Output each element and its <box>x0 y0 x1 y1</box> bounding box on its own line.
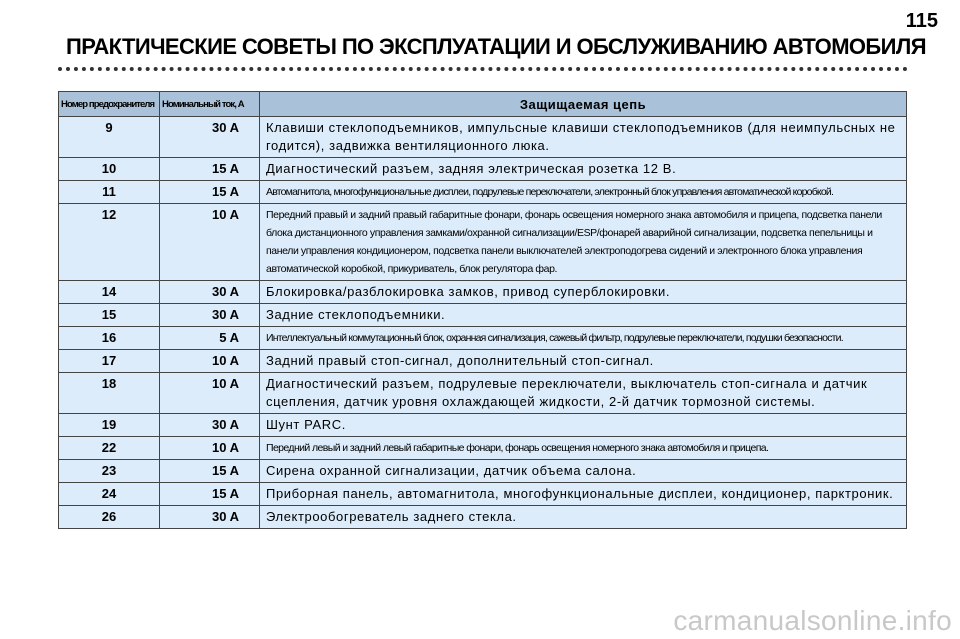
circuit-description: Автомагнитола, многофункциональные дисплеи, подрулевые переключатели, электронный блок управления автоматической коробкой. <box>260 181 907 204</box>
dotted-divider <box>58 67 908 71</box>
header-protected-circuit: Защищаемая цепь <box>260 92 907 117</box>
fuse-number: 16 <box>59 327 160 350</box>
rated-current: 10 A <box>160 437 260 460</box>
fuse-number: 24 <box>59 483 160 506</box>
circuit-description: Задний правый стоп-сигнал, дополнительный стоп-сигнал. <box>260 350 907 373</box>
rated-current: 30 A <box>160 281 260 304</box>
page-title: ПРАКТИЧЕСКИЕ СОВЕТЫ ПО ЭКСПЛУАТАЦИИ И ОБСЛУЖИВАНИЮ АВТОМОБИЛЯ <box>66 34 926 59</box>
circuit-description: Задние стеклоподъемники. <box>260 304 907 327</box>
circuit-description: Диагностический разъем, задняя электрическая розетка 12 В. <box>260 158 907 181</box>
circuit-description: Клавиши стеклоподъемников, импульсные клавиши стеклоподъемников (для неимпульсных не годится), задвижка вентиляционного люка. <box>260 117 907 158</box>
rated-current: 15 A <box>160 158 260 181</box>
rated-current: 15 A <box>160 483 260 506</box>
header-fuse-number: Номер предохранителя <box>59 92 160 117</box>
table-row <box>59 204 907 281</box>
fuse-number: 17 <box>59 350 160 373</box>
table-header-row <box>59 92 907 117</box>
fuse-number: 26 <box>59 506 160 529</box>
fuse-number: 9 <box>59 117 160 158</box>
watermark: carmanualsonline.info <box>673 605 952 636</box>
table-row <box>59 483 907 506</box>
table-row <box>59 437 907 460</box>
rated-current: 10 A <box>160 373 260 414</box>
fuse-number: 14 <box>59 281 160 304</box>
circuit-description: Шунт PARC. <box>260 414 907 437</box>
table-row <box>59 373 907 414</box>
table-row <box>59 181 907 204</box>
table-row <box>59 350 907 373</box>
fuse-number: 10 <box>59 158 160 181</box>
table-row <box>59 460 907 483</box>
fuse-number: 19 <box>59 414 160 437</box>
table-row <box>59 158 907 181</box>
table-row <box>59 117 907 158</box>
circuit-description: Электрообогреватель заднего стекла. <box>260 506 907 529</box>
rated-current: 10 A <box>160 204 260 281</box>
header-rated-current: Номинальный ток, А <box>160 92 260 117</box>
rated-current: 30 A <box>160 506 260 529</box>
circuit-description: Диагностический разъем, подрулевые переключатели, выключатель стоп-сигнала и датчик сцепления, датчик уровня охлаждающей жидкости, 2-й датчик тормозной системы. <box>260 373 907 414</box>
fuse-number: 23 <box>59 460 160 483</box>
rated-current: 15 A <box>160 460 260 483</box>
fuse-number: 12 <box>59 204 160 281</box>
table-row <box>59 327 907 350</box>
circuit-description: Блокировка/разблокировка замков, привод суперблокировки. <box>260 281 907 304</box>
circuit-description: Передний правый и задний правый габаритные фонари, фонарь освещения номерного знака автомобиля и прицепа, подсветка панели блока дистанционного управления замками/охранной сигнализации/ESP/фонарей аварийной сигнализации, подсветка пепельницы и панели управления кондиционером, подсветка панели выключателей электроподогрева сидений и электронного блока управления автоматической коробкой, прикуриватель, блок регулятора фар. <box>260 204 907 281</box>
table-row <box>59 414 907 437</box>
circuit-description: Сирена охранной сигнализации, датчик объема салона. <box>260 460 907 483</box>
fuse-number: 18 <box>59 373 160 414</box>
table-row <box>59 506 907 529</box>
rated-current: 10 A <box>160 350 260 373</box>
table-row <box>59 281 907 304</box>
fuse-number: 11 <box>59 181 160 204</box>
fuse-table <box>58 91 907 529</box>
circuit-description: Приборная панель, автомагнитола, многофункциональные дисплеи, кондиционер, парктроник. <box>260 483 907 506</box>
fuse-number: 15 <box>59 304 160 327</box>
circuit-description: Интеллектуальный коммутационный блок, охранная сигнализация, сажевый фильтр, подрулевые переключатели, подушки безопасности. <box>260 327 907 350</box>
table-row <box>59 304 907 327</box>
rated-current: 15 A <box>160 181 260 204</box>
fuse-number: 22 <box>59 437 160 460</box>
rated-current: 30 A <box>160 414 260 437</box>
page-number: 115 <box>905 10 938 32</box>
rated-current: 30 A <box>160 117 260 158</box>
rated-current: 30 A <box>160 304 260 327</box>
circuit-description: Передний левый и задний левый габаритные фонари, фонарь освещения номерного знака автомобиля и прицепа. <box>260 437 907 460</box>
rated-current: 5 A <box>160 327 260 350</box>
